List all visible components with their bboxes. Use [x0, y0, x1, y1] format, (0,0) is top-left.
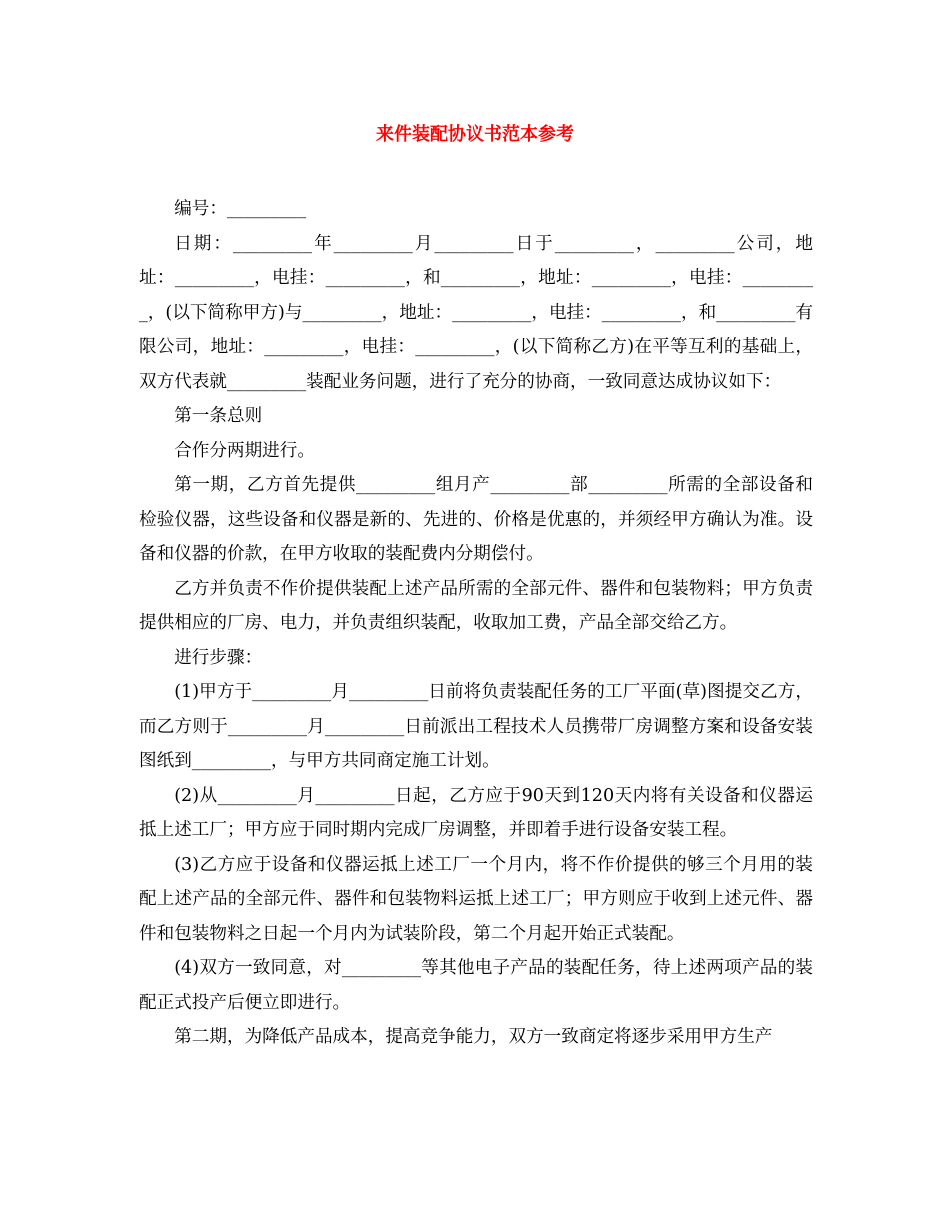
serial-number-line: 编号：_________ — [174, 199, 307, 219]
body-paragraph: 第二期，为降低产品成本，提高竞争能力，双方一致商定将逐步采用甲方生产 — [174, 1027, 773, 1047]
body-paragraph: 乙方并负责不作价提供装配上述产品所需的全部元件、器件和包装物料；甲方负责提供相应的厂房、电力，并负责组织装配，收取加工费，产品全部交给乙方。 — [139, 578, 813, 633]
step-item: (2)从_________月_________日起，乙方应于90天到120天内将有关设备和仪器运抵上述工厂；甲方应于同时期内完成厂房调整，并即着手进行设备安装工程。 — [139, 785, 813, 840]
steps-heading: 进行步骤： — [174, 647, 263, 668]
article-heading: 第一条总则 — [174, 406, 263, 426]
document-title: 来件装配协议书范本参考 — [376, 124, 574, 145]
document-body — [139, 192, 813, 1055]
body-paragraph: 第一期，乙方首先提供_________组月产_________部_________所需的全部设备和检验仪器，这些设备和仪器是新的、先进的、价格是优惠的，并须经甲方确认为准。设备和仪器的价款，在甲方收取的装配费内分期偿付。 — [139, 475, 813, 564]
step-item: (4)双方一致同意，对_________等其他电子产品的装配任务，待上述两项产品的装配正式投产后便立即进行。 — [139, 958, 813, 1013]
parties-paragraph: 日期：_________年_________月_________日于_________，_________公司，地址：_________，电挂：_________，和_________，地址：_________，电挂：_________，(以下简称甲方)与_________，地址：_________，电挂：_________，和_________有限公司，地址：_________，电挂：_________，(以下简称乙方)在平等互利的基础上，双方代表就_________装配业务问题，进行了充分的协商，一致同意达成协议如下： — [139, 233, 813, 392]
step-item: (1)甲方于_________月_________日前将负责装配任务的工厂平面(草)图提交乙方，而乙方则于_________月_________日前派出工程技术人员携带厂房调整方案和设备安装图纸到_________，与甲方共同商定施工计划。 — [139, 682, 813, 771]
body-paragraph: 合作分两期进行。 — [174, 440, 315, 461]
step-item: (3)乙方应于设备和仪器运抵上述工厂一个月内，将不作价提供的够三个月用的装配上述产品的全部元件、器件和包装物料运抵上述工厂；甲方则应于收到上述元件、器件和包装物料之日起一个月内为试装阶段，第二个月起开始正式装配。 — [139, 854, 813, 944]
